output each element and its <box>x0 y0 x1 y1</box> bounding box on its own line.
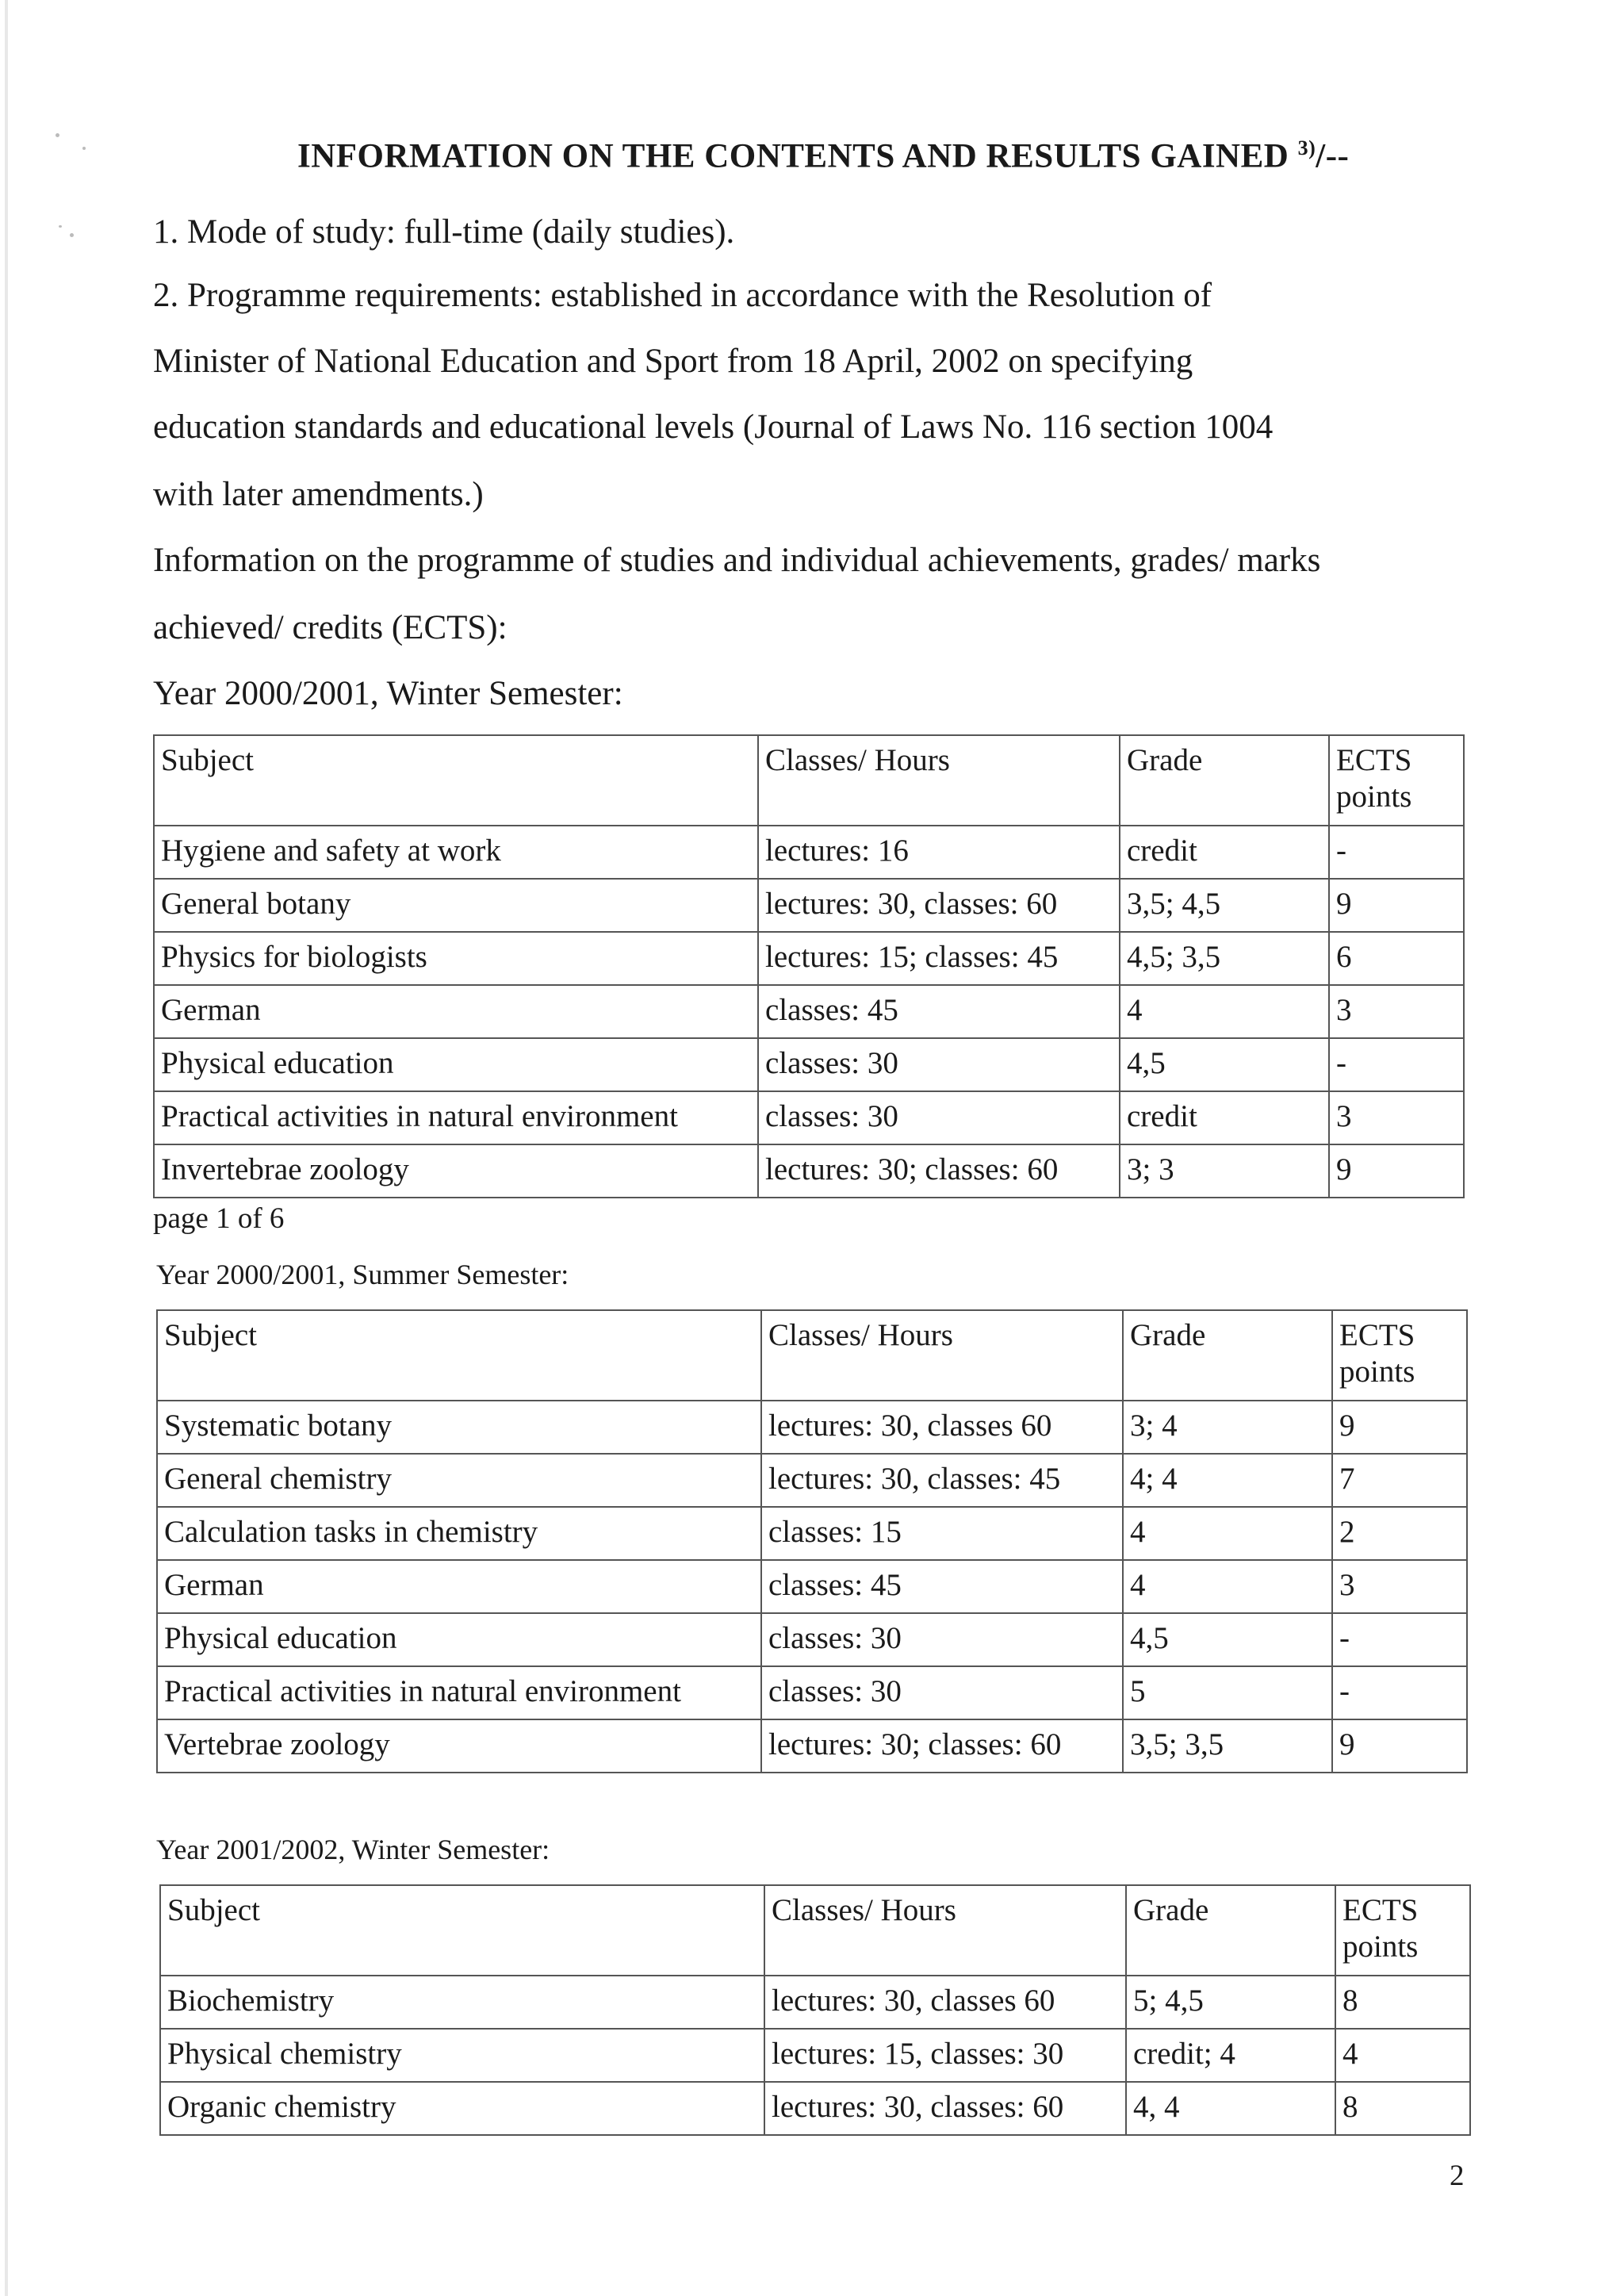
table-row <box>160 2082 1470 2135</box>
cell-ects: 6 <box>1329 932 1464 985</box>
cell-classes: lectures: 30, classes 60 <box>764 1976 1126 2029</box>
cell-grade: 5 <box>1123 1666 1332 1719</box>
cell-grade: 4,5 <box>1120 1038 1329 1091</box>
cell-grade: 4 <box>1123 1560 1332 1613</box>
table-row <box>157 1454 1467 1507</box>
cell-subject: Hygiene and safety at work <box>154 826 758 879</box>
cell-subject: German <box>157 1560 761 1613</box>
cell-ects: - <box>1332 1613 1467 1666</box>
cell-grade: 4, 4 <box>1126 2082 1335 2135</box>
cell-subject: Calculation tasks in chemistry <box>157 1507 761 1560</box>
cell-ects: 3 <box>1329 1091 1464 1144</box>
cell-grade: 3,5; 3,5 <box>1123 1719 1332 1773</box>
cell-grade: 5; 4,5 <box>1126 1976 1335 2029</box>
cell-ects: 8 <box>1335 2082 1470 2135</box>
scan-speck <box>70 233 74 237</box>
table-row <box>154 1091 1464 1144</box>
table-row <box>157 1507 1467 1560</box>
paragraph-line: Minister of National Education and Sport from 18 April, 2002 on specifying <box>153 343 1193 380</box>
cell-subject: Organic chemistry <box>160 2082 764 2135</box>
cell-ects: 9 <box>1332 1719 1467 1773</box>
cell-classes: lectures: 30, classes: 60 <box>758 879 1120 932</box>
page-note: page 1 of 6 <box>153 1202 285 1235</box>
cell-subject: Biochemistry <box>160 1976 764 2029</box>
cell-classes: classes: 30 <box>758 1091 1120 1144</box>
cell-classes: lectures: 30, classes: 60 <box>764 2082 1126 2135</box>
cell-grade: 4,5 <box>1123 1613 1332 1666</box>
grades-table-winter-2000 <box>153 734 1465 1198</box>
table-row <box>160 2029 1470 2082</box>
table-row <box>154 826 1464 879</box>
cell-classes: lectures: 30, classes 60 <box>761 1401 1123 1454</box>
cell-subject: Physics for biologists <box>154 932 758 985</box>
header-classes: Classes/ Hours <box>761 1310 1123 1401</box>
cell-grade: credit <box>1120 826 1329 879</box>
cell-ects: 9 <box>1332 1401 1467 1454</box>
header-ects <box>1335 1885 1470 1976</box>
cell-classes: classes: 30 <box>761 1666 1123 1719</box>
cell-classes: classes: 45 <box>758 985 1120 1038</box>
cell-subject: Practical activities in natural environment <box>157 1666 761 1719</box>
table-row <box>157 1613 1467 1666</box>
table-row <box>157 1719 1467 1773</box>
table-row <box>160 1976 1470 2029</box>
table-header-row <box>160 1885 1470 1976</box>
cell-grade: 4; 4 <box>1123 1454 1332 1507</box>
cell-grade: 3; 3 <box>1120 1144 1329 1198</box>
paragraph-line: 2. Programme requirements: established in accordance with the Resolution of <box>153 277 1212 314</box>
cell-subject: General chemistry <box>157 1454 761 1507</box>
table-row <box>154 879 1464 932</box>
cell-subject: German <box>154 985 758 1038</box>
paragraph-line: 1. Mode of study: full-time (daily studies). <box>153 213 735 251</box>
scan-speck <box>59 225 62 228</box>
cell-ects: 9 <box>1329 1144 1464 1198</box>
title-text: INFORMATION ON THE CONTENTS AND RESULTS GAINED <box>297 137 1289 175</box>
cell-grade: 3; 4 <box>1123 1401 1332 1454</box>
header-subject: Subject <box>160 1885 764 1976</box>
header-grade: Grade <box>1120 735 1329 826</box>
grades-table-winter-2001 <box>159 1884 1471 2136</box>
grades-table-summer-2001 <box>156 1309 1468 1773</box>
table-row <box>154 1144 1464 1198</box>
cell-classes: lectures: 30; classes: 60 <box>761 1719 1123 1773</box>
header-ects <box>1332 1310 1467 1401</box>
cell-ects: 3 <box>1332 1560 1467 1613</box>
cell-ects: - <box>1332 1666 1467 1719</box>
title-footnote-mark: 3) <box>1297 136 1316 159</box>
cell-grade: 4 <box>1120 985 1329 1038</box>
cell-subject: General botany <box>154 879 758 932</box>
cell-ects: 8 <box>1335 1976 1470 2029</box>
page-number: 2 <box>1450 2160 1465 2192</box>
cell-subject: Physical chemistry <box>160 2029 764 2082</box>
cell-ects: 2 <box>1332 1507 1467 1560</box>
header-ects <box>1329 735 1464 826</box>
table-row <box>154 1038 1464 1091</box>
header-ects-label: ECTS points <box>1342 1893 1419 1964</box>
scan-edge <box>5 0 8 2296</box>
cell-subject: Systematic botany <box>157 1401 761 1454</box>
cell-classes: lectures: 30; classes: 60 <box>758 1144 1120 1198</box>
table-row <box>157 1666 1467 1719</box>
table-row <box>157 1401 1467 1454</box>
paragraph-line: education standards and educational levels (Journal of Laws No. 116 section 1004 <box>153 408 1274 446</box>
table-row <box>154 932 1464 985</box>
semester-heading: Year 2000/2001, Winter Semester: <box>153 675 623 712</box>
header-classes: Classes/ Hours <box>758 735 1120 826</box>
cell-subject: Invertebrae zoology <box>154 1144 758 1198</box>
cell-subject: Physical education <box>154 1038 758 1091</box>
cell-grade: 4,5; 3,5 <box>1120 932 1329 985</box>
cell-classes: classes: 30 <box>758 1038 1120 1091</box>
cell-ects: 4 <box>1335 2029 1470 2082</box>
cell-grade: credit <box>1120 1091 1329 1144</box>
paragraph-line: achieved/ credits (ECTS): <box>153 609 508 646</box>
document-title <box>297 136 1349 175</box>
title-tail: /-- <box>1316 137 1350 175</box>
cell-grade: 4 <box>1123 1507 1332 1560</box>
cell-ects: 9 <box>1329 879 1464 932</box>
header-classes: Classes/ Hours <box>764 1885 1126 1976</box>
table-header-row <box>154 735 1464 826</box>
cell-classes: lectures: 16 <box>758 826 1120 879</box>
cell-grade: credit; 4 <box>1126 2029 1335 2082</box>
cell-classes: classes: 15 <box>761 1507 1123 1560</box>
table-header-row <box>157 1310 1467 1401</box>
header-grade: Grade <box>1126 1885 1335 1976</box>
cell-subject: Vertebrae zoology <box>157 1719 761 1773</box>
header-ects-label: ECTS points <box>1336 743 1412 814</box>
cell-classes: lectures: 15; classes: 45 <box>758 932 1120 985</box>
paragraph-line: Information on the programme of studies and individual achievements, grades/ marks <box>153 542 1321 579</box>
cell-grade: 3,5; 4,5 <box>1120 879 1329 932</box>
semester-heading: Year 2001/2002, Winter Semester: <box>156 1834 550 1865</box>
scan-speck <box>56 133 59 137</box>
table-row <box>154 985 1464 1038</box>
header-subject: Subject <box>154 735 758 826</box>
cell-ects: - <box>1329 1038 1464 1091</box>
cell-ects: - <box>1329 826 1464 879</box>
header-grade: Grade <box>1123 1310 1332 1401</box>
header-subject: Subject <box>157 1310 761 1401</box>
cell-ects: 3 <box>1329 985 1464 1038</box>
semester-heading: Year 2000/2001, Summer Semester: <box>156 1259 569 1290</box>
paragraph-line: with later amendments.) <box>153 476 484 513</box>
cell-ects: 7 <box>1332 1454 1467 1507</box>
cell-classes: classes: 30 <box>761 1613 1123 1666</box>
header-ects-label: ECTS points <box>1339 1318 1415 1389</box>
table-row <box>157 1560 1467 1613</box>
cell-classes: lectures: 15, classes: 30 <box>764 2029 1126 2082</box>
cell-subject: Practical activities in natural environment <box>154 1091 758 1144</box>
scan-speck <box>82 147 86 150</box>
cell-subject: Physical education <box>157 1613 761 1666</box>
cell-classes: lectures: 30, classes: 45 <box>761 1454 1123 1507</box>
cell-classes: classes: 45 <box>761 1560 1123 1613</box>
